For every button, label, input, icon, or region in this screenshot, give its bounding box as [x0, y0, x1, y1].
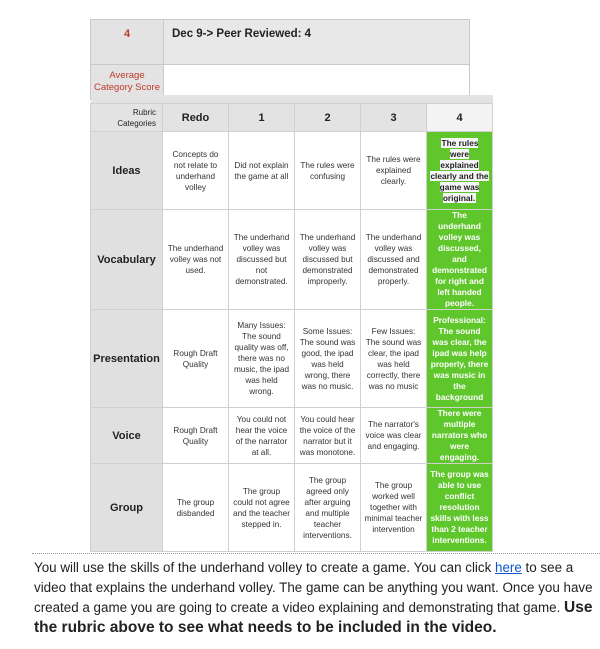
- column-header-2: 2: [295, 104, 361, 132]
- video-link[interactable]: here: [495, 560, 522, 575]
- rubric-cell: Did not explain the game at all: [229, 132, 295, 210]
- rubric-cell: You could hear the voice of the narrator but it was monotone.: [295, 408, 361, 464]
- rubric-cell: Many Issues: The sound quality was off, there was no music, the ipad was held wrong.: [229, 310, 295, 408]
- rubric-row-presentation: [91, 310, 493, 408]
- rubric-cell-selected: The group was able to use conflict resolution skills with less than 2 teacher interventions.: [427, 464, 493, 552]
- divider: [32, 553, 600, 554]
- category-presentation: Presentation: [91, 310, 163, 408]
- rubric-row-group: [91, 464, 493, 552]
- rubric-cell: Few Issues: The sound was clear, the ipad was held correctly, there was no music: [361, 310, 427, 408]
- score-value: 4: [91, 20, 164, 65]
- rubric-cell: Rough Draft Quality: [163, 408, 229, 464]
- category-voice: Voice: [91, 408, 163, 464]
- rubric-cell: The rules were explained clearly.: [361, 132, 427, 210]
- average-category-score-label: Average Category Score: [91, 65, 164, 100]
- column-header-1: 1: [229, 104, 295, 132]
- rubric-cell: The group worked well together with minimal teacher intervention: [361, 464, 427, 552]
- week-title: Dec 9-> Peer Reviewed: 4: [164, 20, 470, 65]
- rubric-cell: You could not hear the voice of the narrator at all.: [229, 408, 295, 464]
- rubric-categories-header: Rubric Categories: [91, 104, 163, 132]
- rubric-cell: The underhand volley was discussed but not demonstrated.: [229, 210, 295, 310]
- rubric-cell: Concepts do not relate to underhand volley: [163, 132, 229, 210]
- rubric-cell-selected: There were multiple narrators who were engaging.: [427, 408, 493, 464]
- column-header-redo: Redo: [163, 104, 229, 132]
- rubric-cell-selected: The rules were explained clearly and the game was original.: [427, 132, 493, 210]
- column-header-4: 4: [427, 104, 493, 132]
- rubric-table: [90, 95, 493, 552]
- rubric-row-ideas: [91, 132, 493, 210]
- rubric-cell: The underhand volley was discussed but demonstrated improperly.: [295, 210, 361, 310]
- rubric-cell: The narrator's voice was clear and engaging.: [361, 408, 427, 464]
- rubric-cell: The group could not agree and the teacher stepped in.: [229, 464, 295, 552]
- rubric-cell: The underhand volley was not used.: [163, 210, 229, 310]
- column-header-3: 3: [361, 104, 427, 132]
- rubric-cell: Some Issues: The sound was good, the ipad was held wrong, there was no music.: [295, 310, 361, 408]
- category-ideas: Ideas: [91, 132, 163, 210]
- rubric-cell-selected: Professional: The sound was clear, the ipad was help properly, there was music in the background: [427, 310, 493, 408]
- rubric-cell: The group agreed only after arguing and multiple teacher interventions.: [295, 464, 361, 552]
- rubric-cell: The rules were confusing: [295, 132, 361, 210]
- rubric-cell: Rough Draft Quality: [163, 310, 229, 408]
- category-vocabulary: Vocabulary: [91, 210, 163, 310]
- rubric-row-voice: [91, 408, 493, 464]
- rubric-cell: The underhand volley was discussed and demonstrated properly.: [361, 210, 427, 310]
- category-group: Group: [91, 464, 163, 552]
- rubric-instruction: Use the rubric above to see what needs to be included in the video.: [34, 599, 593, 636]
- rubric-cell-selected: The underhand volley was discussed, and demonstrated for right and left handed people.: [427, 210, 493, 310]
- header-table: [90, 19, 470, 100]
- rubric-cell: The group disbanded: [163, 464, 229, 552]
- instructions-paragraph: You will use the skills of the underhand volley to create a game. You can click here to see a video that explains the underhand volley. The game can be anything you want. Once you have created a game you are going to create a video explaining and demonstrating that game. Use the rubric above to see what needs to be included in the video.: [34, 560, 593, 636]
- rubric-row-vocabulary: [91, 210, 493, 310]
